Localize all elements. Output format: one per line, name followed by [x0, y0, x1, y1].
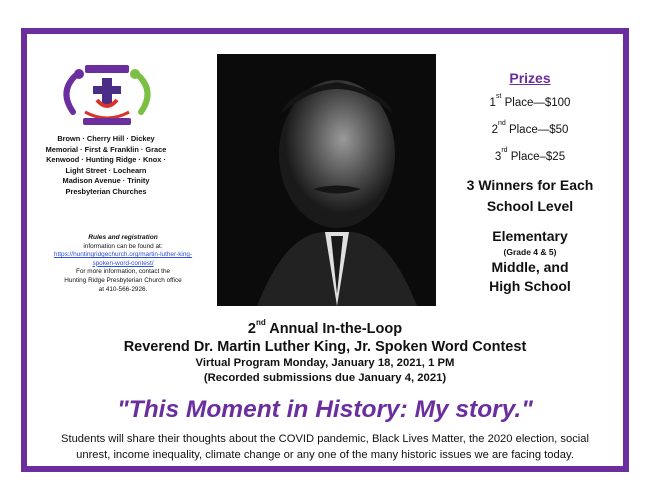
winners-note [455, 175, 605, 217]
prize-text: Place–$25 [507, 150, 566, 163]
rules-text: Hunting Ridge Presbyterian Church office [64, 276, 182, 284]
prizes-section [470, 70, 590, 168]
prize-ordinal: st [495, 93, 502, 100]
submission-deadline: (Recorded submissions due January 4, 2021) [203, 372, 447, 384]
annual-ordinal: nd [255, 318, 266, 327]
level-high: High School [489, 278, 571, 294]
prize-ordinal: rd [501, 146, 508, 154]
prize-text: Place—$50 [505, 123, 569, 136]
level-middle: Middle, and [491, 259, 569, 275]
church-line: Kenwood · Hunting Ridge · Knox · [46, 155, 166, 165]
rules-title: Rules and registration [88, 234, 158, 241]
registration-link[interactable]: https://huntingridgechurch.org/martin-luther-king- [53, 251, 193, 259]
church-line: Brown · Cherry Hill · Dickey [57, 134, 155, 143]
rules-text: information can be found at: [83, 242, 163, 250]
church-line: Presbyterian Churches [65, 186, 147, 196]
church-line: Madison Avenue · Trinity [62, 176, 150, 186]
winners-line: School Level [486, 198, 574, 214]
annual-line [30, 316, 620, 338]
prize-row [470, 115, 590, 142]
prize-row [470, 142, 590, 169]
level-grades: (Grade 4 & 5) [503, 247, 557, 257]
prize-number: 1 [489, 96, 496, 109]
prize-number: 2 [491, 123, 498, 136]
rules-text: For more information, contact the [75, 268, 171, 276]
church-line: Memorial · First & Franklin · Grace [45, 144, 167, 154]
mlk-portrait-photo [217, 54, 436, 306]
program-info [30, 356, 620, 386]
description-line: Students will share their thoughts about the COVID pandemic, Black Lives Matter, the 2020 election, social [61, 433, 589, 445]
in-the-loop-logo [55, 62, 159, 128]
winners-line: 3 Winners for Each [466, 177, 594, 193]
prize-text: Place—$100 [501, 96, 571, 109]
prize-row [470, 88, 590, 115]
event-heading [30, 316, 620, 356]
annual-text: Annual In-the-Loop [265, 320, 403, 337]
school-levels [455, 227, 605, 296]
annual-number: 2 [247, 320, 256, 337]
program-date: Virtual Program Monday, January 18, 2021, 1 PM [195, 357, 455, 369]
prize-number: 3 [494, 150, 502, 163]
participating-churches [40, 134, 172, 198]
contest-theme: "This Moment in History: My story." [117, 396, 533, 423]
description-line: unrest, income inequality, climate change or any one of the many historic issues we are facing today. [76, 449, 574, 461]
prizes-heading: Prizes [509, 70, 551, 86]
level-elementary: Elementary [492, 228, 568, 244]
registration-link-cont[interactable]: spoken-word-contest/ [92, 259, 154, 267]
prize-ordinal: nd [497, 119, 506, 127]
rules-text: at 410-566-2926. [98, 285, 148, 293]
rules-info [40, 234, 206, 294]
church-line: Light Street · Lochearn [65, 165, 147, 175]
contest-title: Reverend Dr. Martin Luther King, Jr. Spoken Word Contest [123, 338, 527, 355]
contest-description [30, 431, 620, 463]
